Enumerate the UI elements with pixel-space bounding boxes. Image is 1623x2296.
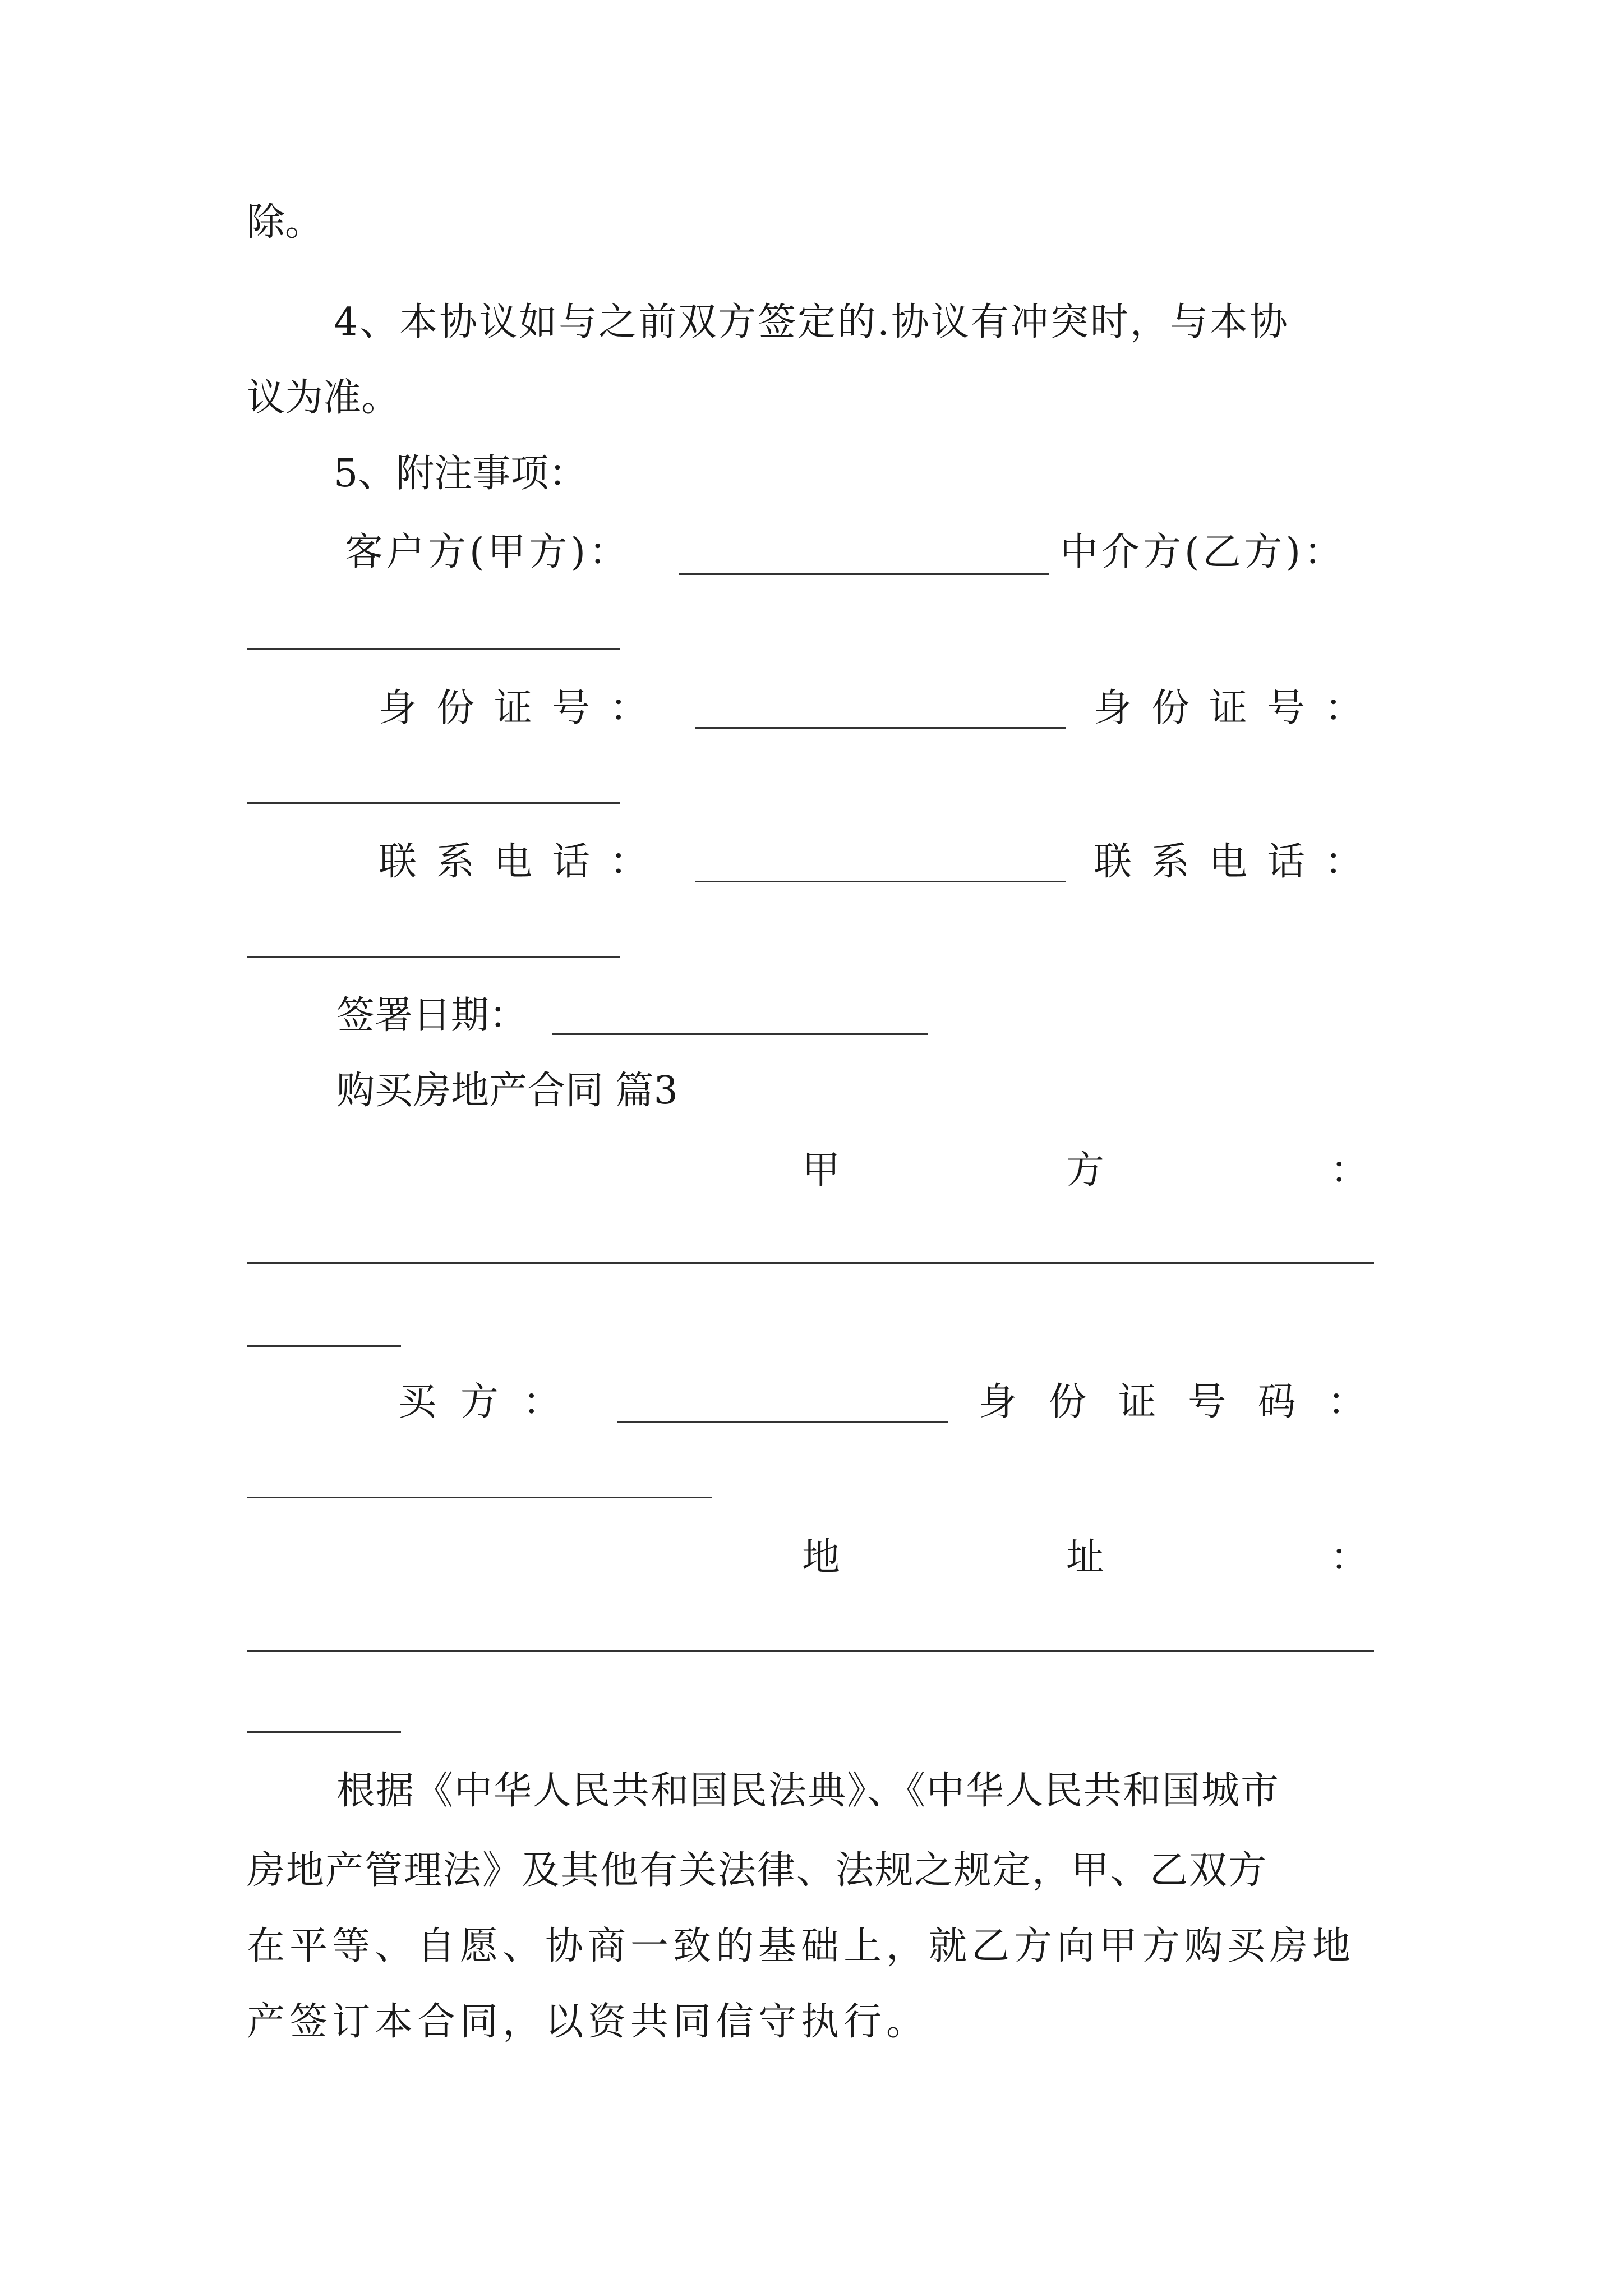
- buyer-label: 买 方 ：: [398, 1380, 561, 1424]
- party-a-row: 甲 方 ：: [802, 1148, 1368, 1193]
- id-blank-a[interactable]: [695, 727, 1066, 729]
- party-b-blank[interactable]: [247, 648, 620, 650]
- text-line: 议为准。: [247, 376, 400, 420]
- text-line: 5、附注事项：: [334, 452, 587, 496]
- body-line: 房地产管理法》及其他有关法律、法规之规定，甲、乙双方: [247, 1848, 1268, 1893]
- id-blank-b[interactable]: [247, 802, 620, 804]
- id-label-b: 身 份 证 号 ：: [1094, 686, 1363, 730]
- body-line: 产签订本合同，以资共同信守执行。: [247, 2000, 929, 2044]
- sign-date-label: 签署日期：: [336, 993, 528, 1038]
- id-number-label: 身 份 证 号 码 ：: [979, 1380, 1366, 1424]
- address-row: 地 址 ：: [802, 1535, 1368, 1580]
- id-label-a: 身 份 证 号 ：: [379, 686, 648, 730]
- buyer-blank[interactable]: [617, 1421, 948, 1423]
- party-a-row-blank-tail[interactable]: [247, 1345, 401, 1347]
- phone-label-b: 联 系 电 话 ：: [1094, 840, 1363, 884]
- body-line: 根据《中华人民共和国民法典》、《中华人民共和国城市: [336, 1769, 1280, 1813]
- address-blank[interactable]: [247, 1650, 1374, 1652]
- phone-blank-a[interactable]: [695, 881, 1066, 882]
- phone-label-a: 联 系 电 话 ：: [379, 840, 648, 884]
- party-a-label: 客户方(甲方)：: [345, 530, 631, 574]
- body-line: 在平等、自愿、协商一致的基础上，就乙方向甲方购买房地: [247, 1924, 1355, 1968]
- party-a-row-blank[interactable]: [247, 1262, 1374, 1264]
- party-a-blank[interactable]: [679, 573, 1049, 575]
- address-blank-tail[interactable]: [247, 1731, 401, 1733]
- text-line: 4、本协议如与之前双方签定的.协议有冲突时，与本协: [334, 300, 1289, 344]
- phone-blank-b[interactable]: [247, 956, 620, 958]
- text-line: 除。: [247, 200, 324, 245]
- party-b-label: 中介方(乙方)：: [1060, 530, 1346, 574]
- section-title: 购买房地产合同 篇3: [336, 1069, 678, 1113]
- id-number-blank[interactable]: [247, 1497, 712, 1498]
- sign-date-blank[interactable]: [552, 1033, 928, 1035]
